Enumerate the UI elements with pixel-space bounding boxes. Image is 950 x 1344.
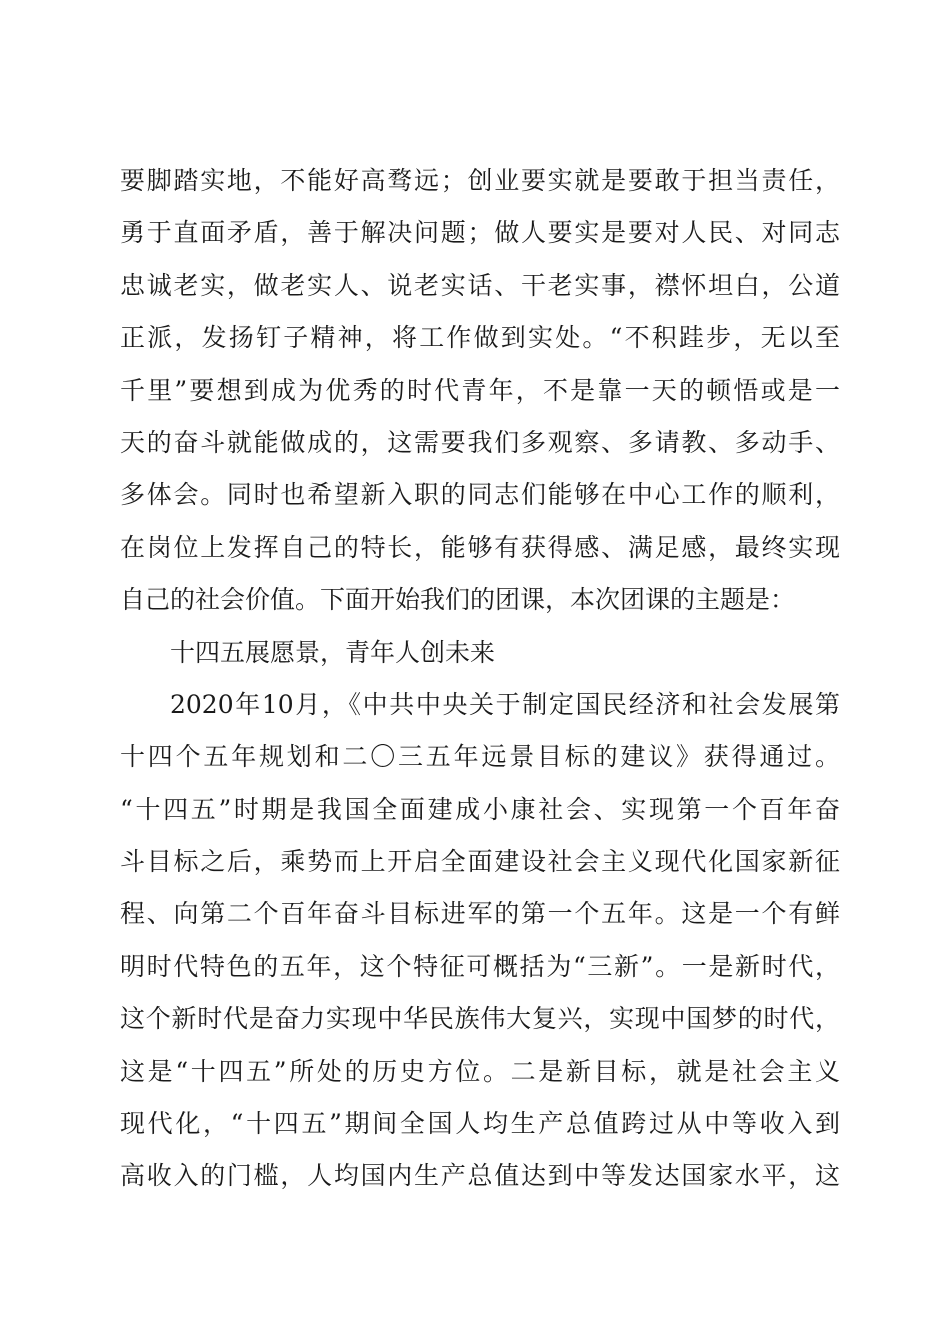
text-line: 勇于直面矛盾，善于解决问题；做人要实是要对人民、对同志 [120,218,840,248]
text-line: 这是“十四五”所处的历史方位。二是新目标，就是社会主义 [120,1056,840,1086]
text-line: 正派，发扬钉子精神，将工作做到实处。“不积跬步，无以至 [120,323,840,353]
text-line: 十四个五年规划和二〇三五年远景目标的建议》获得通过。 [120,742,840,772]
text-line: 明时代特色的五年，这个特征可概括为“三新”。一是新时代， [120,951,840,981]
text-line: 程、向第二个百年奋斗目标进军的第一个五年。这是一个有鲜 [120,899,840,929]
text-line: 在岗位上发挥自己的特长，能够有获得感、满足感，最终实现 [120,532,840,562]
text-line: 高收入的门槛，人均国内生产总值达到中等发达国家水平，这 [120,1161,840,1191]
section-heading: 十四五展愿景，青年人创未来 [170,637,496,667]
text-line: 多体会。同时也希望新入职的同志们能够在中心工作的顺利， [120,480,840,510]
text-line: 自己的社会价值。下面开始我们的团课，本次团课的主题是： [120,585,796,615]
text-line: 斗目标之后，乘势而上开启全面建设社会主义现代化国家新征 [120,847,840,877]
text-line: 要脚踏实地，不能好高骛远；创业要实就是要敢于担当责任， [120,166,840,195]
body-text [120,155,840,1203]
text-line: 现代化，“十四五”期间全国人均生产总值跨过从中等收入到 [120,1109,840,1139]
text-line: “十四五”时期是我国全面建成小康社会、实现第一个百年奋 [120,794,840,824]
text-line: 千里”要想到成为优秀的时代青年，不是靠一天的顿悟或是一 [120,375,840,405]
text-line: 忠诚老实，做老实人、说老实话、干老实事，襟怀坦白，公道 [120,270,840,300]
text-line: 天的奋斗就能做成的，这需要我们多观察、多请教、多动手、 [120,427,840,457]
text-line: 这个新时代是奋力实现中华民族伟大复兴，实现中国梦的时代， [120,1004,840,1034]
text-line: 2020年10月，《中共中央关于制定国民经济和社会发展第 [170,689,840,719]
